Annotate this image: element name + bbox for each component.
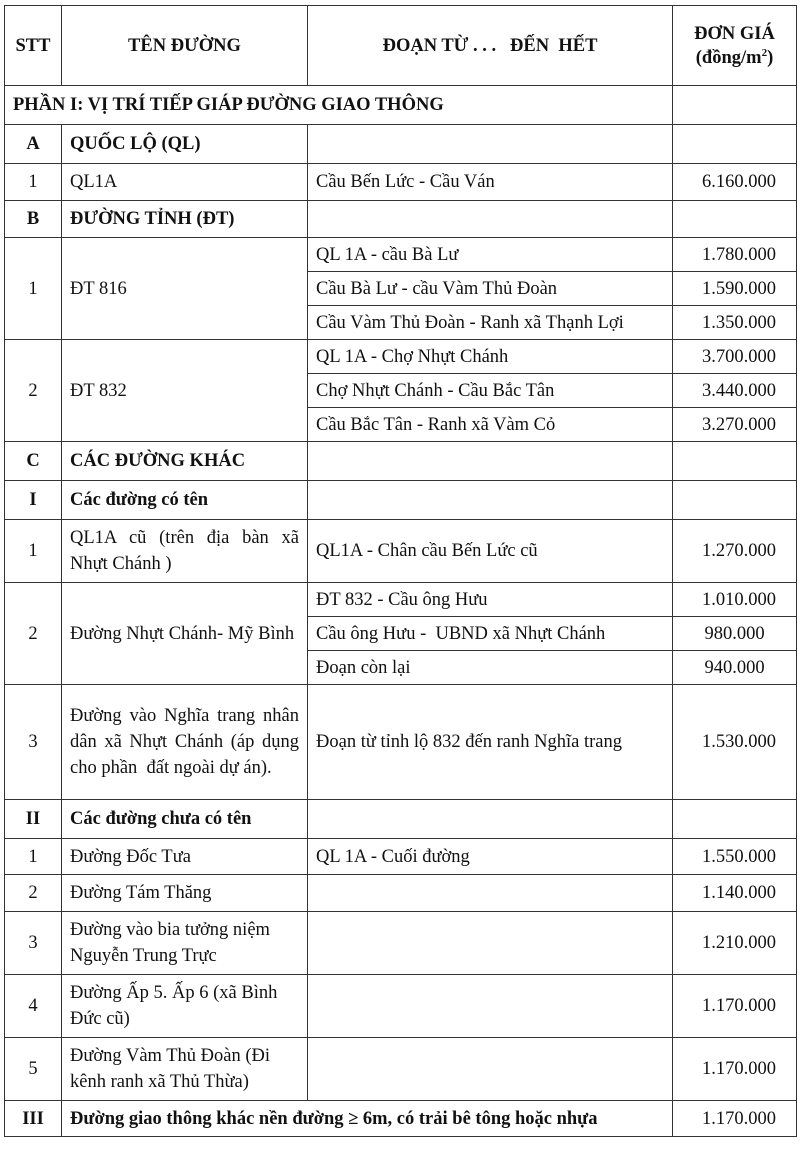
section-row-b: B ĐƯỜNG TỈNH (ĐT): [5, 201, 797, 238]
section-row-a: A QUỐC LỘ (QL): [5, 125, 797, 164]
table-row: Đoạn còn lại 940.000: [5, 651, 797, 685]
section-row-c: C CÁC ĐƯỜNG KHÁC: [5, 442, 797, 481]
table-row: 2 Đường Tám Thăng 1.140.000: [5, 875, 797, 912]
subsection-title: Các đường có tên: [62, 481, 308, 520]
header-stt: STT: [5, 6, 62, 86]
table-row: Cầu Bà Lư - cầu Vàm Thủ Đoàn 1.590.000: [5, 272, 797, 306]
header-unit-price: ĐƠN GIÁ $(đồng/m^2)$: [673, 6, 797, 86]
table-row: 1 ĐT 816 QL 1A - cầu Bà Lư 1.780.000: [5, 238, 797, 272]
table-row: 3 Đường vào Nghĩa trang nhân dân xã Nhựt Chánh (áp dụng cho phần đất ngoài dự án). Đoạn từ tỉnh lộ 832 đến ranh Nghĩa trang 1.530.000: [5, 685, 797, 800]
table-row: 2 ĐT 832 QL 1A - Chợ Nhựt Chánh 3.700.000: [5, 340, 797, 374]
land-price-table: [4, 5, 797, 1137]
section-title: ĐƯỜNG TỈNH (ĐT): [62, 201, 308, 238]
table-row: 4 Đường Ấp 5. Ấp 6 (xã Bình Đức cũ) 1.170.000: [5, 975, 797, 1038]
part-title-row: [5, 86, 797, 125]
subsection-title: Đường giao thông khác nền đường ≥ 6m, có trải bê tông hoặc nhựa: [62, 1101, 673, 1137]
table-row: Cầu ông Hưu - UBND xã Nhựt Chánh 980.000: [5, 617, 797, 651]
subsection-row-i: I Các đường có tên: [5, 481, 797, 520]
subsection-row-ii: II Các đường chưa có tên: [5, 800, 797, 839]
table-row: Cầu Bắc Tân - Ranh xã Vàm Cỏ 3.270.000: [5, 408, 797, 442]
section-title: CÁC ĐƯỜNG KHÁC: [62, 442, 308, 481]
table-row: 1 QL1A cũ (trên địa bàn xã Nhựt Chánh ) QL1A - Chân cầu Bến Lức cũ 1.270.000: [5, 520, 797, 583]
table-row: 1 Đường Đốc Tưa QL 1A - Cuối đường 1.550.000: [5, 839, 797, 875]
table-header-row: [5, 6, 797, 86]
table-row: Chợ Nhựt Chánh - Cầu Bắc Tân 3.440.000: [5, 374, 797, 408]
part-title: PHẦN I: VỊ TRÍ TIẾP GIÁP ĐƯỜNG GIAO THÔNG: [5, 86, 673, 125]
table-row: 5 Đường Vàm Thủ Đoàn (Đi kênh ranh xã Thủ Thừa) 1.170.000: [5, 1038, 797, 1101]
table-row: Cầu Vàm Thủ Đoàn - Ranh xã Thạnh Lợi 1.350.000: [5, 306, 797, 340]
header-road-name: TÊN ĐƯỜNG: [62, 6, 308, 86]
subsection-row-iii: III Đường giao thông khác nền đường ≥ 6m, có trải bê tông hoặc nhựa 1.170.000: [5, 1101, 797, 1137]
subsection-title: Các đường chưa có tên: [62, 800, 308, 839]
header-segment: ĐOẠN TỪ . . . ĐẾN HẾT: [308, 6, 673, 86]
table-row: 2 Đường Nhựt Chánh- Mỹ Bình ĐT 832 - Cầu ông Hưu 1.010.000: [5, 583, 797, 617]
table-row: 1 QL1A Cầu Bến Lức - Cầu Ván 6.160.000: [5, 164, 797, 201]
section-title: QUỐC LỘ (QL): [62, 125, 308, 164]
table-row: 3 Đường vào bia tưởng niệm Nguyễn Trung Trực 1.210.000: [5, 912, 797, 975]
